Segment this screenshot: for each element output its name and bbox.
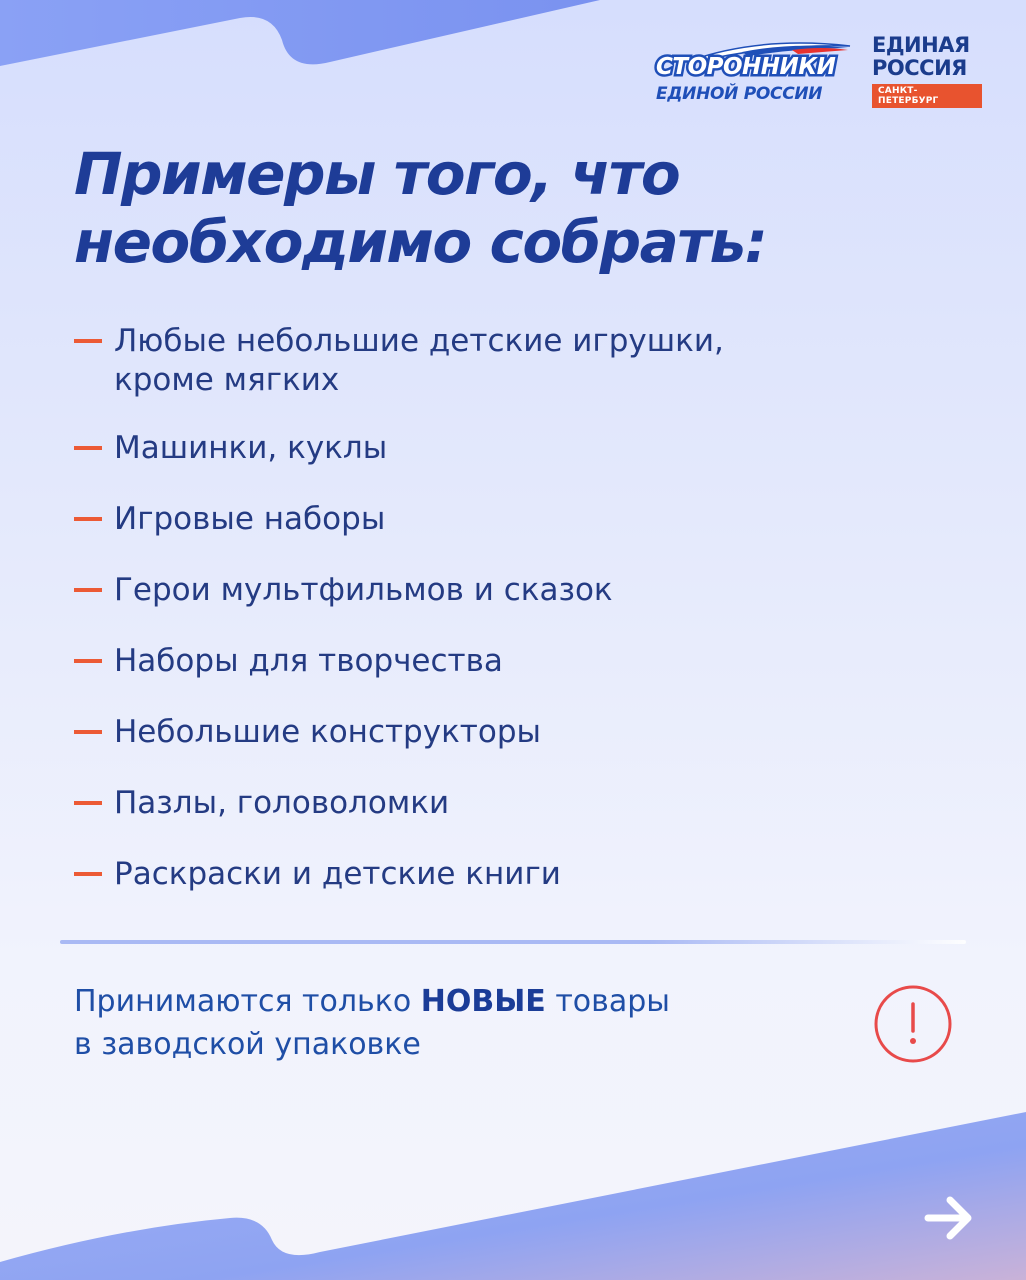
page-title xyxy=(74,140,954,276)
list-item-text: Пазлы, головоломки xyxy=(114,785,450,821)
notice-after: товары xyxy=(545,984,670,1019)
list-item-line2: кроме мягких xyxy=(114,362,340,398)
party-logo-line2: РОССИЯ xyxy=(872,56,967,80)
supporters-logo xyxy=(652,38,852,104)
arrow-right-icon[interactable] xyxy=(924,1194,976,1242)
list-item-text: Небольшие конструкторы xyxy=(114,714,541,750)
header-logos xyxy=(652,34,982,106)
notice-before: Принимаются только xyxy=(74,984,421,1019)
notice-text xyxy=(74,980,834,1066)
list-item-text: Игровые наборы xyxy=(114,501,386,537)
party-logo-line1: ЕДИНАЯ xyxy=(872,33,970,57)
exclamation-circle-icon xyxy=(873,984,953,1064)
dash-bullet-icon xyxy=(74,446,102,450)
united-russia-logo xyxy=(872,34,982,106)
title-line1: Примеры того, что xyxy=(74,140,680,208)
list-item-text: Машинки, куклы xyxy=(114,430,388,466)
party-logo-city: САНКТ-ПЕТЕРБУРГ xyxy=(872,84,982,108)
supporters-logo-line1: СТОРОННИКИ xyxy=(656,54,836,80)
supporters-logo-line2: ЕДИНОЙ РОССИИ xyxy=(656,84,823,104)
list-item-text: Раскраски и детские книги xyxy=(114,856,561,892)
dash-bullet-icon xyxy=(74,801,102,805)
notice-line1 xyxy=(74,980,834,1023)
title-line2: необходимо собрать: xyxy=(74,208,767,276)
dash-bullet-icon xyxy=(74,730,102,734)
list-item-text: Наборы для творчества xyxy=(114,643,503,679)
dash-bullet-icon xyxy=(74,872,102,876)
dash-bullet-icon xyxy=(74,659,102,663)
notice-line2: в заводской упаковке xyxy=(74,1027,421,1062)
divider xyxy=(60,940,966,944)
dash-bullet-icon xyxy=(74,339,102,343)
dash-bullet-icon xyxy=(74,588,102,592)
list-item-text: Герои мультфильмов и сказок xyxy=(114,572,613,608)
dash-bullet-icon xyxy=(74,517,102,521)
notice-highlight: НОВЫЕ xyxy=(420,984,546,1019)
list-item-text xyxy=(114,322,934,400)
list-item-line1: Любые небольшие детские игрушки, xyxy=(114,323,724,359)
